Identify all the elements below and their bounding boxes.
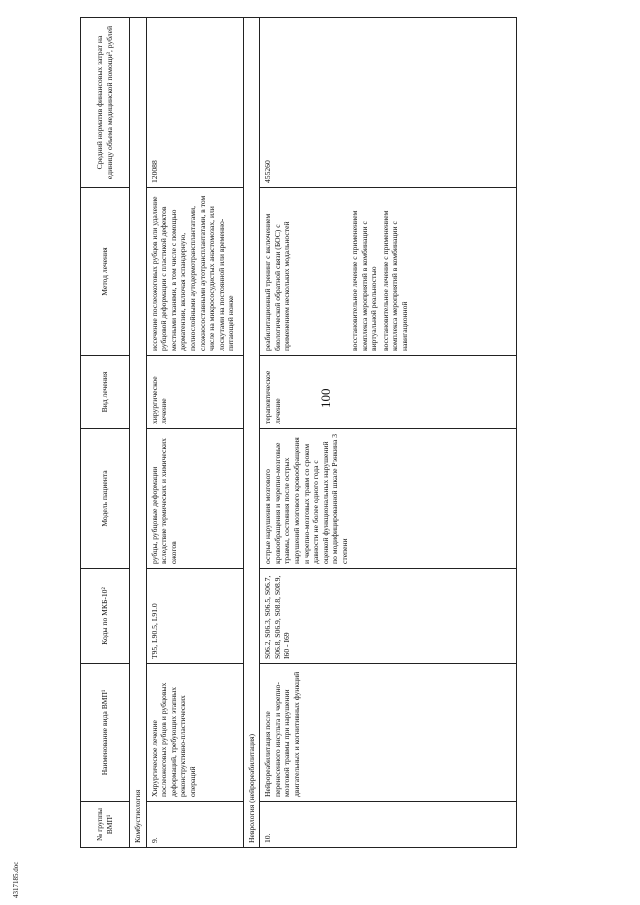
cell-patient-model: рубцы, рубцовые деформации вследствие термических и химических ожогов — [146, 429, 243, 569]
cell-mkb-codes: S06.2, S06.3, S06.5, S06.7, S06.8, S06.9, S08.8, S08.9, I60 - I69 — [260, 569, 517, 664]
treatment-method-extra — [350, 192, 410, 351]
cell-group-no: 10. — [260, 802, 517, 848]
treatment-method-text: восстановительное лечение с применением комплекса мероприятий в комбинации с виртуальной реальностью — [349, 210, 379, 351]
rotated-table-wrapper — [80, 18, 580, 848]
section-title: Неврология (нейрореабилитация) — [243, 18, 260, 848]
table-row — [260, 18, 517, 848]
cell-treatment-method — [260, 188, 517, 356]
section-header-row — [243, 18, 260, 848]
cell-group-no: 9. — [146, 802, 243, 848]
cell-mkb-codes: T95, L90.5, L91.0 — [146, 569, 243, 664]
page-number: 100 — [318, 388, 333, 408]
header-patient-model: Модель пациента — [81, 429, 130, 569]
section-header-row — [130, 18, 147, 848]
treatment-method-text: иссечение послеожоговых рубцов или удаление рубцовой деформации с пластикой дефектов местными тканями, в том числе с помощью дерматензии, включая эспандерную, полнослойными аутодермотрансплантатами, сложносоставными аутотрансплантатами, в том числе на микрососудистых анастомозах, или лоскутами на постоянной или временно-питающей ножке — [149, 195, 236, 351]
header-group-no: № группы ВМП¹ — [81, 802, 130, 848]
cell-treatment-type: хирургическое лечение — [146, 356, 243, 429]
table-header-row — [81, 18, 130, 848]
table-row — [146, 18, 243, 848]
header-treatment-method: Метод лечения — [81, 188, 130, 356]
treatment-method-text: восстановительное лечение с применением комплекса мероприятий в комбинации с навигационной — [380, 210, 409, 351]
vmp-table — [80, 17, 517, 848]
header-vmp-name: Наименование вида ВМП¹ — [81, 664, 130, 802]
header-cost-standard: Средний норматив финансовых затрат на единицу объема медицинской помощи³, рублей — [81, 18, 130, 188]
treatment-method-text: реабилитационный тренинг с включением биологической обратной связи (БОС) с применением нескольких модальностей — [263, 213, 292, 351]
cell-treatment-method — [146, 188, 243, 356]
cell-cost-standard: 455260 — [260, 18, 517, 188]
cell-patient-model: острые нарушения мозгового кровообращения и черепно-мозговые травмы, состояния после острых нарушений мозгового кровообращения и черепно-мозговых травм со сроком давности не более одного года с оценкой функциональных нарушений по модифицированной шкале Рэнкина 3 степени — [260, 429, 517, 569]
cell-vmp-name: Нейрореабилитация после перенесенного инсульта и черепно-мозговой травмы при нарушении двигательных и когнитивных функций — [260, 664, 517, 802]
document-id: 4317185.doc — [12, 861, 20, 898]
cell-treatment-type: терапевтическое лечение — [260, 356, 517, 429]
section-title: Комбустиология — [130, 18, 147, 848]
cell-vmp-name: Хирургическое лечение послеожоговых рубцов и рубцовых деформаций, требующих этапных реконструктивно-пластических операций — [146, 664, 243, 802]
cell-cost-standard: 120088 — [146, 18, 243, 188]
header-treatment-type: Вид лечения — [81, 356, 130, 429]
header-mkb-codes: Коды по МКБ-10² — [81, 569, 130, 664]
